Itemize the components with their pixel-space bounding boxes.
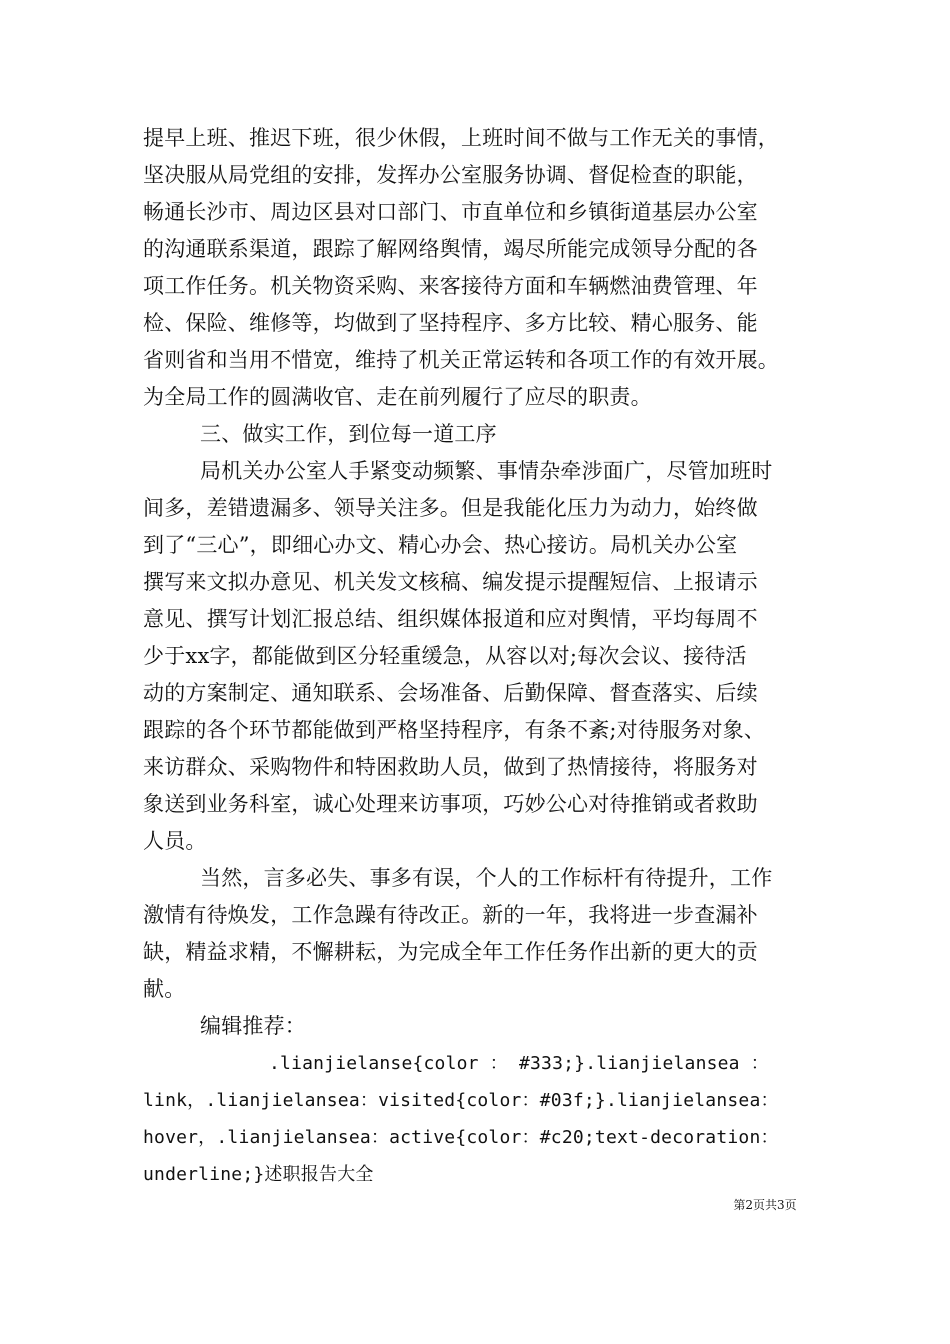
css-text-line: underline;}述职报告大全 <box>143 1164 374 1185</box>
body-line: 跟踪的各个环节都能做到严格坚持程序，有条不紊;对待服务对象、 <box>143 718 766 742</box>
body-line: 项工作任务。机关物资采购、来客接待方面和车辆燃油费管理、年 <box>143 274 758 298</box>
body-line: 人员。 <box>143 829 207 853</box>
section-heading: 三、做实工作，到位每一道工序 <box>200 422 497 446</box>
body-line: 为全局工作的圆满收官、走在前列履行了应尽的职责。 <box>143 385 652 409</box>
body-line: 间多，差错遗漏多、领导关注多。但是我能化压力为动力，始终做 <box>143 496 758 520</box>
css-text-line: .lianjielanse{color ： #333;}.lianjielansea ： <box>269 1053 769 1074</box>
body-line: 激情有待焕发，工作急躁有待改正。新的一年，我将进一步查漏补 <box>143 903 758 927</box>
body-line: 提早上班、推迟下班，很少休假，上班时间不做与工作无关的事情， <box>143 126 779 150</box>
paragraph-start-line: 局机关办公室人手紧变动频繁、事情杂牵涉面广，尽管加班时 <box>200 459 773 483</box>
body-line: 到了“三心”，即细心办文、精心办会、热心接访。局机关办公室 <box>143 533 738 557</box>
css-text-line: link，.lianjielansea：visited{color：#03f;}.lianjielansea： <box>143 1090 779 1111</box>
body-line: 少于xx字，都能做到区分轻重缓急，从容以对;每次会议、接待活 <box>143 644 747 668</box>
body-line: 来访群众、采购物件和特困救助人员，做到了热情接待，将服务对 <box>143 755 758 779</box>
body-line: 坚决服从局党组的安排，发挥办公室服务协调、督促检查的职能， <box>143 163 758 187</box>
css-text-line: hover，.lianjielansea：active{color：#c20;text-decoration： <box>143 1127 779 1148</box>
body-line: 缺，精益求精，不懈耕耘，为完成全年工作任务作出新的更大的贡 <box>143 940 758 964</box>
body-line: 的沟通联系渠道，跟踪了解网络舆情，竭尽所能完成领导分配的各 <box>143 237 758 261</box>
editor-recommendation-label: 编辑推荐： <box>200 1014 306 1038</box>
body-line: 象送到业务科室，诚心处理来访事项，巧妙公心对待推销或者救助 <box>143 792 758 816</box>
page-number: 第2页共3页 <box>733 1198 797 1212</box>
document-body <box>143 120 826 1193</box>
body-line: 意见、撰写计划汇报总结、组织媒体报道和应对舆情，平均每周不 <box>143 607 758 631</box>
body-line: 动的方案制定、通知联系、会场准备、后勤保障、督查落实、后续 <box>143 681 758 705</box>
body-line: 省则省和当用不惜宽，维持了机关正常运转和各项工作的有效开展。 <box>143 348 779 372</box>
body-line: 畅通长沙市、周边区县对口部门、市直单位和乡镇街道基层办公室 <box>143 200 758 224</box>
body-line: 献。 <box>143 977 186 1001</box>
paragraph-start-line: 当然，言多必失、事多有误，个人的工作标杆有待提升，工作 <box>200 866 773 890</box>
body-line: 撰写来文拟办意见、机关发文核稿、编发提示提醒短信、上报请示 <box>143 570 758 594</box>
body-line: 检、保险、维修等，均做到了坚持程序、多方比较、精心服务、能 <box>143 311 758 335</box>
